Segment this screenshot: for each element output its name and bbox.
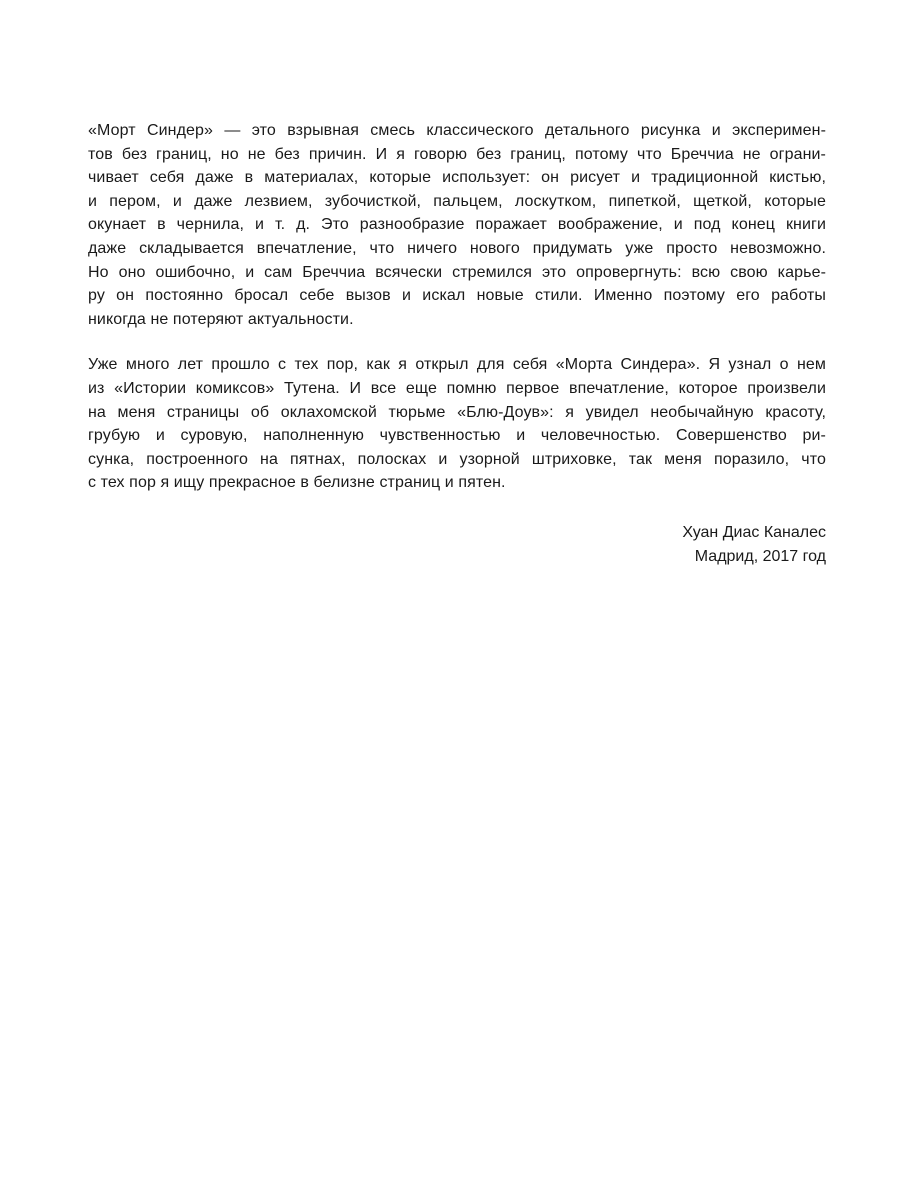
paragraph-line: чивает себя даже в материалах, которые использует: он рисует и традиционной кистью,: [88, 169, 826, 187]
paragraph-line: даже складывается впечатление, что ничего нового придумать уже просто невозможно.: [88, 239, 826, 257]
paragraph-line: и пером, и даже лезвием, зубочисткой, пальцем, лоскутком, пипеткой, щеткой, которые: [88, 192, 826, 210]
paragraph-line: на меня страницы об оклахомской тюрьме «Блю-Доув»: я увидел необычайную красоту,: [88, 403, 826, 421]
signature-author: Хуан Диас Каналес: [682, 523, 826, 541]
paragraph-line: «Морт Синдер» — это взрывная смесь классического детального рисунка и эксперимен-: [88, 122, 826, 139]
paragraph-spacer: [88, 331, 826, 353]
text-block: [88, 119, 826, 568]
paragraph-line: из «Истории комиксов» Тутена. И все еще помню первое впечатление, которое произвели: [88, 379, 826, 397]
paragraph-line: ру он постоянно бросал себе вызов и искал новые стили. Именно поэтому его работы: [88, 287, 826, 305]
paragraph-line: Уже много лет прошло с тех пор, как я открыл для себя «Морта Синдера». Я узнал о нем: [88, 356, 826, 374]
paragraph-line: окунает в чернила, и т. д. Это разнообразие поражает воображение, и под конец книги: [88, 216, 826, 234]
signature-place-date: Мадрид, 2017 год: [694, 547, 826, 565]
paragraph-line: никогда не потеряют актуальности.: [88, 310, 354, 328]
paragraph-1: [88, 119, 826, 331]
paragraph-line: тов без границ, но не без причин. И я говорю без границ, потому что Бреччиа не ограни-: [88, 145, 826, 163]
paragraph-line: сунка, построенного на пятнах, полосках и узорной штриховке, так меня поразило, что: [88, 450, 826, 468]
paragraph-2: [88, 353, 826, 495]
signature-block: [88, 521, 826, 568]
paragraph-line: с тех пор я ищу прекрасное в белизне страниц и пятен.: [88, 474, 506, 492]
paragraph-line: грубую и суровую, наполненную чувственностью и человечностью. Совершенство ри-: [88, 427, 826, 445]
paragraph-line: Но оно ошибочно, и сам Бреччиа всячески стремился это опровергнуть: всю свою карье-: [88, 263, 826, 281]
